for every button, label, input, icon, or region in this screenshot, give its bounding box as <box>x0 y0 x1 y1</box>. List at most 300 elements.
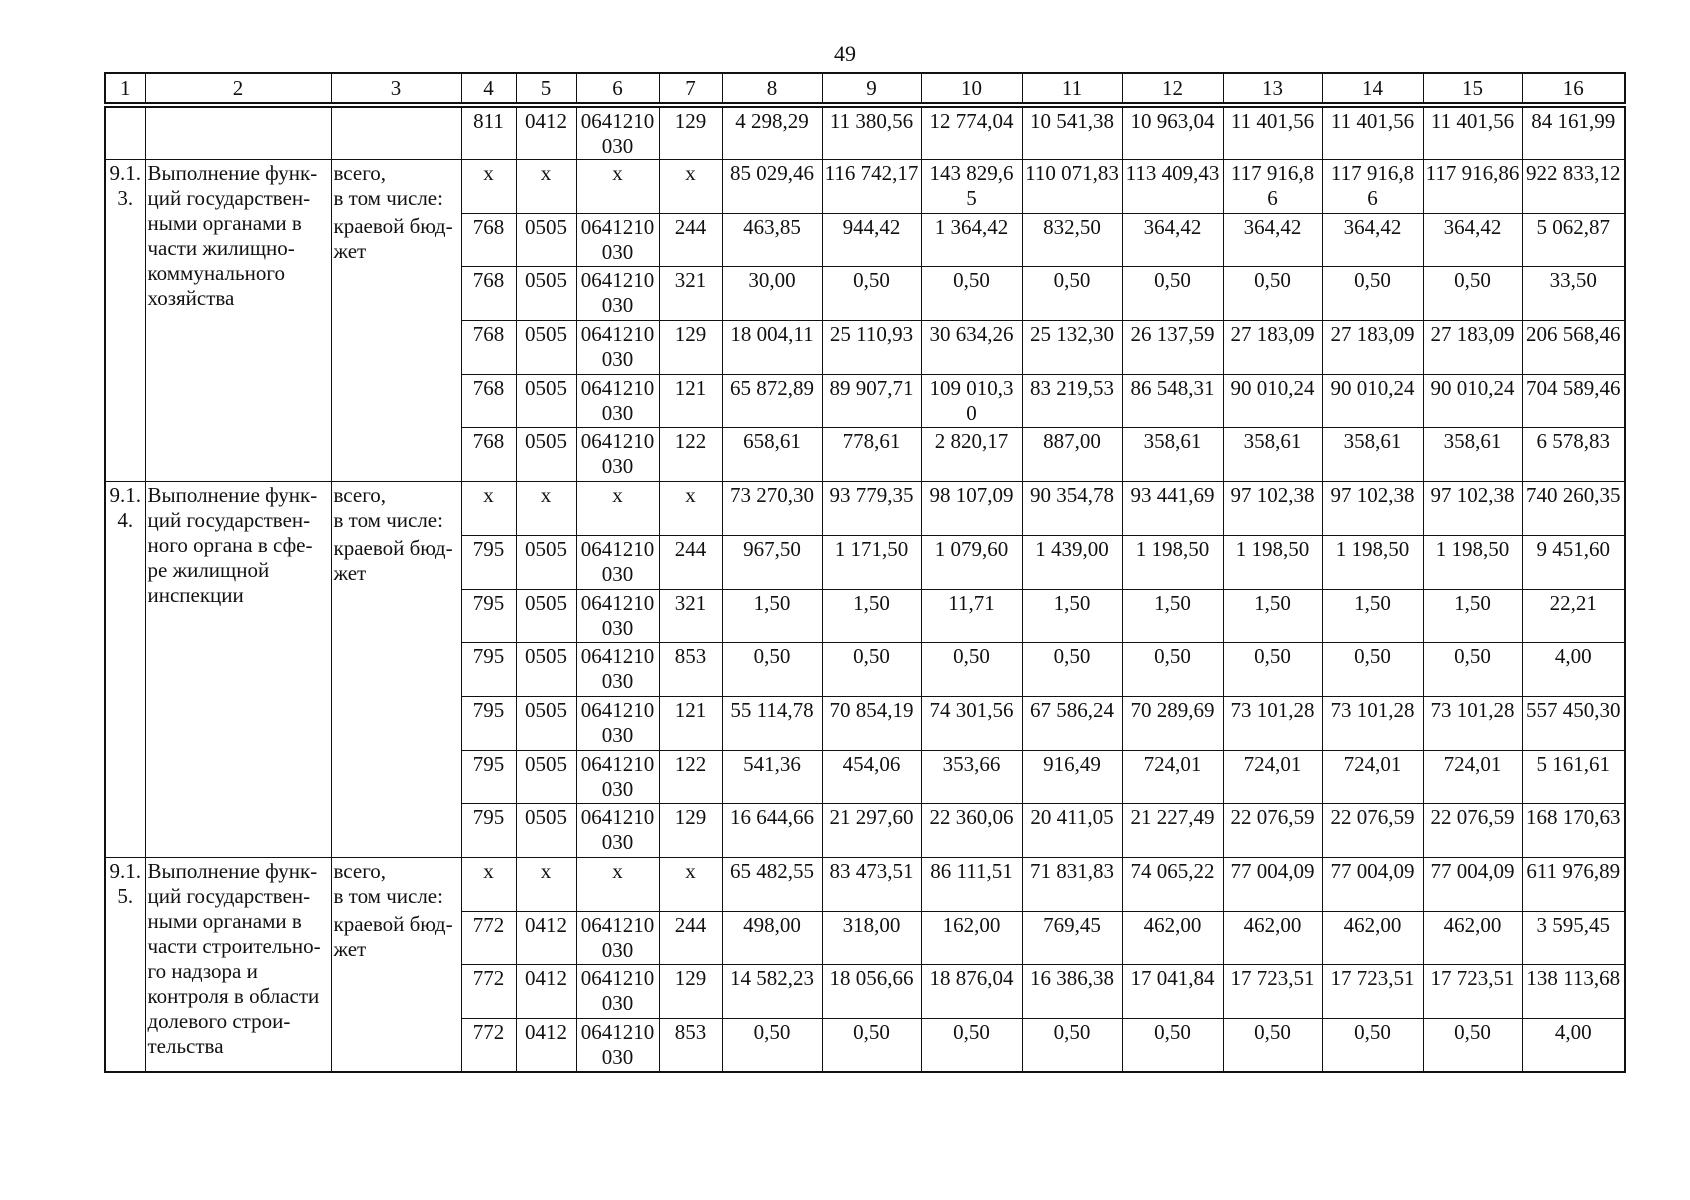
value-col-15-cell <box>1423 750 1522 804</box>
source-label: краевой бюд- жет <box>333 536 453 586</box>
value-col-10-cell <box>921 267 1022 321</box>
page-number: 49 <box>834 41 856 66</box>
total-label: всего, в том числе: <box>333 483 443 533</box>
value-col-13-cell <box>1223 1019 1322 1073</box>
value-col-9: 0,50 <box>853 644 890 669</box>
value-col-9: 89 907,71 <box>829 375 914 400</box>
value-col-14-cell <box>1322 965 1423 1019</box>
code-expense-type: 121 <box>674 375 707 400</box>
value-col-14-cell <box>1322 589 1423 643</box>
value-col-13-cell <box>1223 374 1322 428</box>
value-col-13-cell <box>1223 160 1322 214</box>
code-expense-type: 853 <box>674 644 707 669</box>
value-col-12-cell <box>1122 374 1223 428</box>
code-expense-type: x <box>685 161 696 185</box>
column-header-7: 7 <box>659 73 722 105</box>
value-col-11-cell <box>1022 267 1122 321</box>
value-col-10-cell <box>921 804 1022 858</box>
value-col-11-cell <box>1022 804 1122 858</box>
code-expense-type: 122 <box>674 429 707 454</box>
value-col-15: 0,50 <box>1454 268 1491 293</box>
value-col-14-cell <box>1322 911 1423 965</box>
code-section-cell <box>516 589 576 643</box>
code-expense-type-cell <box>659 589 722 643</box>
value-col-15: 17 723,51 <box>1430 966 1515 991</box>
code-target-article: 0641210030 <box>580 1020 655 1069</box>
value-col-15-cell <box>1423 482 1522 536</box>
value-col-14-cell <box>1322 535 1423 589</box>
value-col-14-cell <box>1322 428 1423 482</box>
value-col-11-cell <box>1022 750 1122 804</box>
code-expense-type-cell <box>659 160 722 214</box>
value-col-8-cell <box>722 965 822 1019</box>
value-col-13-cell <box>1223 589 1322 643</box>
value-col-16: 4,00 <box>1554 1020 1592 1044</box>
value-col-10: 162,00 <box>942 912 1001 937</box>
code-section: x <box>540 858 552 883</box>
value-col-9: 18 056,66 <box>829 966 914 991</box>
value-col-15: 27 183,09 <box>1430 322 1515 347</box>
value-col-9: 1,50 <box>853 590 890 615</box>
value-col-14-cell <box>1322 482 1423 536</box>
value-col-14: 11 401,56 <box>1330 109 1415 133</box>
value-col-8: 18 004,11 <box>730 322 814 347</box>
section-title-cell <box>145 482 331 858</box>
value-col-16: 5 161,61 <box>1536 751 1610 776</box>
value-col-14: 117 916,86 <box>1330 161 1415 210</box>
code-section: 0412 <box>525 912 567 937</box>
value-col-13: 22 076,59 <box>1230 805 1315 830</box>
value-col-11: 71 831,83 <box>1030 858 1114 883</box>
value-col-15: 724,01 <box>1443 751 1502 776</box>
code-expense-type-cell <box>659 213 722 267</box>
value-col-12: 86 548,31 <box>1130 375 1215 400</box>
value-col-14-cell <box>1322 321 1423 375</box>
value-col-8-cell <box>722 213 822 267</box>
code-target-article-cell <box>576 213 659 267</box>
value-col-10-cell <box>921 643 1022 697</box>
code-expense-type-cell <box>659 535 722 589</box>
value-col-10-cell <box>921 1019 1022 1073</box>
value-col-14-cell <box>1322 1019 1423 1073</box>
value-col-15-cell <box>1423 965 1522 1019</box>
code-expense-type-cell <box>659 267 722 321</box>
value-col-16: 138 113,68 <box>1526 966 1621 991</box>
value-col-15: 1,50 <box>1454 590 1491 615</box>
value-col-14: 22 076,59 <box>1330 805 1415 830</box>
code-expense-type-cell <box>659 857 722 911</box>
value-col-16: 84 161,99 <box>1531 109 1616 133</box>
value-col-12-cell <box>1122 857 1223 911</box>
value-col-15: 462,00 <box>1443 912 1502 937</box>
value-col-13: 97 102,38 <box>1230 483 1315 508</box>
value-col-12-cell <box>1122 482 1223 536</box>
value-col-11: 10 541,38 <box>1030 109 1114 133</box>
code-admin-cell <box>461 589 516 643</box>
value-col-12-cell <box>1122 213 1223 267</box>
code-admin: 768 <box>472 322 505 347</box>
table-body <box>105 105 1625 1072</box>
value-col-8: 1,50 <box>753 590 791 615</box>
value-col-16-cell <box>1522 428 1625 482</box>
value-col-9: 11 380,56 <box>829 109 914 133</box>
code-section-cell <box>516 750 576 804</box>
code-expense-type: 121 <box>674 697 707 722</box>
value-col-12-cell <box>1122 589 1223 643</box>
table-row <box>105 105 1625 160</box>
code-admin: 772 <box>472 1020 505 1044</box>
code-target-article-cell <box>576 750 659 804</box>
value-col-8-cell <box>722 857 822 911</box>
value-col-15-cell <box>1423 643 1522 697</box>
value-col-16-cell <box>1522 267 1625 321</box>
value-col-16-cell <box>1522 696 1625 750</box>
value-col-10-cell <box>921 213 1022 267</box>
column-header-9: 9 <box>822 73 921 105</box>
value-col-16: 5 062,87 <box>1536 214 1610 239</box>
code-admin-cell <box>461 482 516 536</box>
column-header-6: 6 <box>576 73 659 105</box>
code-expense-type-cell <box>659 911 722 965</box>
code-expense-type-cell <box>659 696 722 750</box>
code-admin-cell <box>461 374 516 428</box>
value-col-14-cell <box>1322 804 1423 858</box>
value-col-13-cell <box>1223 750 1322 804</box>
code-expense-type: 244 <box>674 214 707 239</box>
value-col-16: 4,00 <box>1554 644 1592 669</box>
value-col-11-cell <box>1022 482 1122 536</box>
value-col-9-cell <box>822 750 921 804</box>
value-col-12-cell <box>1122 750 1223 804</box>
code-section: 0505 <box>525 268 567 293</box>
value-col-13: 1 198,50 <box>1235 536 1310 561</box>
value-col-15-cell <box>1423 374 1522 428</box>
code-target-article: 0641210030 <box>580 214 655 264</box>
code-section-cell <box>516 696 576 750</box>
value-col-12-cell <box>1122 105 1223 160</box>
code-expense-type-cell <box>659 321 722 375</box>
value-col-11-cell <box>1022 428 1122 482</box>
value-col-16-cell <box>1522 535 1625 589</box>
code-section-cell <box>516 321 576 375</box>
value-col-11: 769,45 <box>1043 912 1101 937</box>
value-col-13: 724,01 <box>1243 751 1302 776</box>
code-section-cell <box>516 428 576 482</box>
value-col-14: 0,50 <box>1354 1020 1391 1044</box>
value-col-9-cell <box>822 267 921 321</box>
section-total-row <box>105 857 1625 911</box>
value-col-14-cell <box>1322 160 1423 214</box>
value-col-13-cell <box>1223 267 1322 321</box>
code-target-article: 0641210030 <box>580 912 655 962</box>
value-col-13-cell <box>1223 535 1322 589</box>
value-col-15-cell <box>1423 696 1522 750</box>
code-section-cell <box>516 374 576 428</box>
value-col-16-cell <box>1522 857 1625 911</box>
value-col-14: 462,00 <box>1343 912 1402 937</box>
value-col-12-cell <box>1122 804 1223 858</box>
value-col-14: 90 010,24 <box>1330 375 1415 400</box>
value-col-8-cell <box>722 428 822 482</box>
value-col-11: 1,50 <box>1053 590 1091 615</box>
code-expense-type-cell <box>659 643 722 697</box>
value-col-13: 358,61 <box>1243 429 1302 454</box>
value-col-9: 318,00 <box>842 912 901 937</box>
header-row <box>105 73 1625 105</box>
value-col-13-cell <box>1223 965 1322 1019</box>
code-expense-type-cell <box>659 804 722 858</box>
value-col-13: 17 723,51 <box>1230 966 1315 991</box>
code-target-article-cell <box>576 428 659 482</box>
value-col-10-cell <box>921 965 1022 1019</box>
value-col-11-cell <box>1022 160 1122 214</box>
value-col-11: 20 411,05 <box>1030 805 1114 830</box>
value-col-8: 463,85 <box>743 214 801 239</box>
code-section: 0505 <box>525 214 567 239</box>
column-header-11: 11 <box>1022 73 1122 105</box>
value-col-16: 3 595,45 <box>1536 912 1610 937</box>
code-expense-type-cell <box>659 374 722 428</box>
value-col-13: 0,50 <box>1254 268 1291 293</box>
value-col-8-cell <box>722 374 822 428</box>
code-admin: x <box>483 858 494 883</box>
value-col-13-cell <box>1223 911 1322 965</box>
code-section-cell <box>516 1019 576 1073</box>
value-col-16: 168 170,63 <box>1526 805 1621 830</box>
value-col-12: 93 441,69 <box>1130 483 1215 508</box>
value-col-8-cell <box>722 696 822 750</box>
code-admin-cell <box>461 428 516 482</box>
value-col-11: 0,50 <box>1053 644 1091 669</box>
value-col-15: 0,50 <box>1454 1020 1491 1044</box>
value-col-13-cell <box>1223 804 1322 858</box>
value-col-9-cell <box>822 535 921 589</box>
value-col-16: 206 568,46 <box>1526 322 1621 347</box>
code-target-article: 0641210030 <box>580 268 655 318</box>
column-header-12: 12 <box>1122 73 1223 105</box>
value-col-8: 65 872,89 <box>730 375 814 400</box>
code-section: 0505 <box>525 322 567 347</box>
value-col-15: 97 102,38 <box>1430 483 1515 508</box>
code-section-cell <box>516 105 576 160</box>
code-target-article: 0641210030 <box>580 429 655 479</box>
column-header-14: 14 <box>1322 73 1423 105</box>
value-col-13: 364,42 <box>1243 214 1302 239</box>
code-target-article: 0641210030 <box>580 751 655 801</box>
section-title: Выполнение функ- ций государствен- ными органами в части жилищно- коммунального хозяйства <box>147 161 318 310</box>
value-col-13-cell <box>1223 213 1322 267</box>
value-col-10-cell <box>921 160 1022 214</box>
budget-table <box>104 72 1626 1073</box>
value-col-13-cell <box>1223 321 1322 375</box>
value-col-8-cell <box>722 589 822 643</box>
value-col-16: 9 451,60 <box>1536 536 1610 561</box>
code-expense-type: 853 <box>674 1020 707 1044</box>
code-target-article: 0641210030 <box>580 697 655 747</box>
value-col-10: 0,50 <box>953 644 990 669</box>
value-col-8: 498,00 <box>743 912 801 937</box>
value-col-16: 6 578,83 <box>1536 429 1610 454</box>
code-expense-type: 129 <box>674 966 707 991</box>
code-section: 0412 <box>525 966 567 991</box>
code-admin-cell <box>461 804 516 858</box>
value-col-9-cell <box>822 160 921 214</box>
code-section: 0505 <box>525 590 567 615</box>
code-admin-cell <box>461 911 516 965</box>
value-col-8-cell <box>722 535 822 589</box>
value-col-14-cell <box>1322 643 1423 697</box>
value-col-16-cell <box>1522 482 1625 536</box>
code-section: 0505 <box>525 805 567 830</box>
value-col-13: 73 101,28 <box>1230 697 1315 722</box>
value-col-10-cell <box>921 857 1022 911</box>
total-label: всего, в том числе: <box>333 161 443 210</box>
value-col-10: 11,71 <box>948 590 995 615</box>
code-target-article-cell <box>576 589 659 643</box>
value-col-11: 887,00 <box>1043 429 1101 454</box>
value-col-10-cell <box>921 535 1022 589</box>
value-col-11-cell <box>1022 643 1122 697</box>
code-expense-type: 129 <box>674 322 707 347</box>
value-col-14: 17 723,51 <box>1330 966 1415 991</box>
value-col-9-cell <box>822 965 921 1019</box>
value-col-12: 26 137,59 <box>1130 322 1215 347</box>
value-col-15: 22 076,59 <box>1430 805 1515 830</box>
value-col-11: 1 439,00 <box>1035 536 1109 561</box>
value-col-15-cell <box>1423 804 1522 858</box>
value-col-8-cell <box>722 911 822 965</box>
code-target-article: x <box>612 483 623 508</box>
code-admin-cell <box>461 213 516 267</box>
value-col-15: 73 101,28 <box>1430 697 1515 722</box>
value-col-15: 1 198,50 <box>1435 536 1510 561</box>
value-col-14: 358,61 <box>1343 429 1402 454</box>
value-col-15: 117 916,86 <box>1425 161 1520 185</box>
code-section: 0412 <box>525 1020 567 1044</box>
value-col-12: 724,01 <box>1143 751 1202 776</box>
value-col-15-cell <box>1423 267 1522 321</box>
value-col-16-cell <box>1522 1019 1625 1073</box>
code-target-article: 0641210030 <box>580 590 655 640</box>
code-target-article: 0641210030 <box>580 109 655 158</box>
code-expense-type: 244 <box>674 536 707 561</box>
value-col-13: 27 183,09 <box>1230 322 1315 347</box>
value-col-12-cell <box>1122 911 1223 965</box>
value-col-15-cell <box>1423 911 1522 965</box>
value-col-9: 83 473,51 <box>829 858 914 883</box>
value-col-10: 98 107,09 <box>929 483 1014 508</box>
value-col-8-cell <box>722 105 822 160</box>
code-admin-cell <box>461 105 516 160</box>
value-col-15-cell <box>1423 160 1522 214</box>
code-expense-type: 244 <box>674 912 707 937</box>
section-title: Выполнение функ- ций государствен- ными органами в части строительно- го надзора и контроля в области долевого строи- тельства <box>147 858 321 1058</box>
column-header-3: 3 <box>331 73 461 105</box>
value-col-9-cell <box>822 1019 921 1073</box>
value-col-12: 21 227,49 <box>1130 805 1215 830</box>
code-admin-cell <box>461 750 516 804</box>
code-admin: 795 <box>472 536 505 561</box>
value-col-11-cell <box>1022 589 1122 643</box>
value-col-12-cell <box>1122 965 1223 1019</box>
section-title-cell <box>145 857 331 1072</box>
value-col-8: 0,50 <box>753 644 791 669</box>
value-col-9-cell <box>822 589 921 643</box>
value-col-15-cell <box>1423 428 1522 482</box>
value-col-9-cell <box>822 213 921 267</box>
value-col-8-cell <box>722 482 822 536</box>
value-col-12: 1,50 <box>1154 590 1191 615</box>
value-col-8-cell <box>722 643 822 697</box>
section-total-row <box>105 160 1625 214</box>
value-col-11: 916,49 <box>1043 751 1101 776</box>
value-col-8-cell <box>722 160 822 214</box>
value-col-15: 77 004,09 <box>1430 858 1515 883</box>
value-col-9-cell <box>822 857 921 911</box>
value-col-9: 0,50 <box>853 268 890 293</box>
value-col-11: 67 586,24 <box>1030 697 1114 722</box>
value-col-12-cell <box>1122 535 1223 589</box>
code-expense-type-cell <box>659 105 722 160</box>
code-section: x <box>540 483 552 508</box>
value-col-15: 0,50 <box>1454 644 1491 669</box>
column-header-4: 4 <box>461 73 516 105</box>
value-col-11: 83 219,53 <box>1030 375 1114 400</box>
value-col-16: 557 450,30 <box>1526 697 1621 722</box>
value-col-16: 740 260,35 <box>1526 483 1621 508</box>
code-section-cell <box>516 535 576 589</box>
value-col-13-cell <box>1223 696 1322 750</box>
table-header <box>105 73 1625 105</box>
code-target-article-cell <box>576 1019 659 1073</box>
value-col-8: 55 114,78 <box>730 697 814 722</box>
value-col-12: 0,50 <box>1154 268 1191 293</box>
column-header-8: 8 <box>722 73 822 105</box>
value-col-16-cell <box>1522 804 1625 858</box>
value-col-9-cell <box>822 374 921 428</box>
value-col-13-cell <box>1223 428 1322 482</box>
value-col-11: 16 386,38 <box>1030 966 1114 991</box>
value-col-11-cell <box>1022 911 1122 965</box>
value-col-11-cell <box>1022 1019 1122 1073</box>
funding-source-cell <box>331 482 461 858</box>
value-col-15-cell <box>1423 213 1522 267</box>
code-section-cell <box>516 804 576 858</box>
code-target-article: 0641210030 <box>580 322 655 372</box>
value-col-15-cell <box>1423 105 1522 160</box>
value-col-8-cell <box>722 321 822 375</box>
code-admin: 768 <box>472 429 505 454</box>
value-col-12: 10 963,04 <box>1130 109 1215 133</box>
value-col-16-cell <box>1522 321 1625 375</box>
value-col-11: 832,50 <box>1043 214 1101 239</box>
empty-cell <box>105 105 145 160</box>
empty-cell <box>145 105 331 160</box>
code-section: 0505 <box>525 751 567 776</box>
source-label: краевой бюд- жет <box>333 911 453 961</box>
value-col-16: 33,50 <box>1549 268 1597 293</box>
value-col-15-cell <box>1423 857 1522 911</box>
value-col-12-cell <box>1122 696 1223 750</box>
section-total-row <box>105 482 1625 536</box>
code-section-cell <box>516 267 576 321</box>
value-col-16-cell <box>1522 374 1625 428</box>
code-admin-cell <box>461 267 516 321</box>
value-col-11-cell <box>1022 213 1122 267</box>
funding-source-cell <box>331 160 461 482</box>
value-col-11-cell <box>1022 321 1122 375</box>
value-col-9: 70 854,19 <box>829 697 914 722</box>
